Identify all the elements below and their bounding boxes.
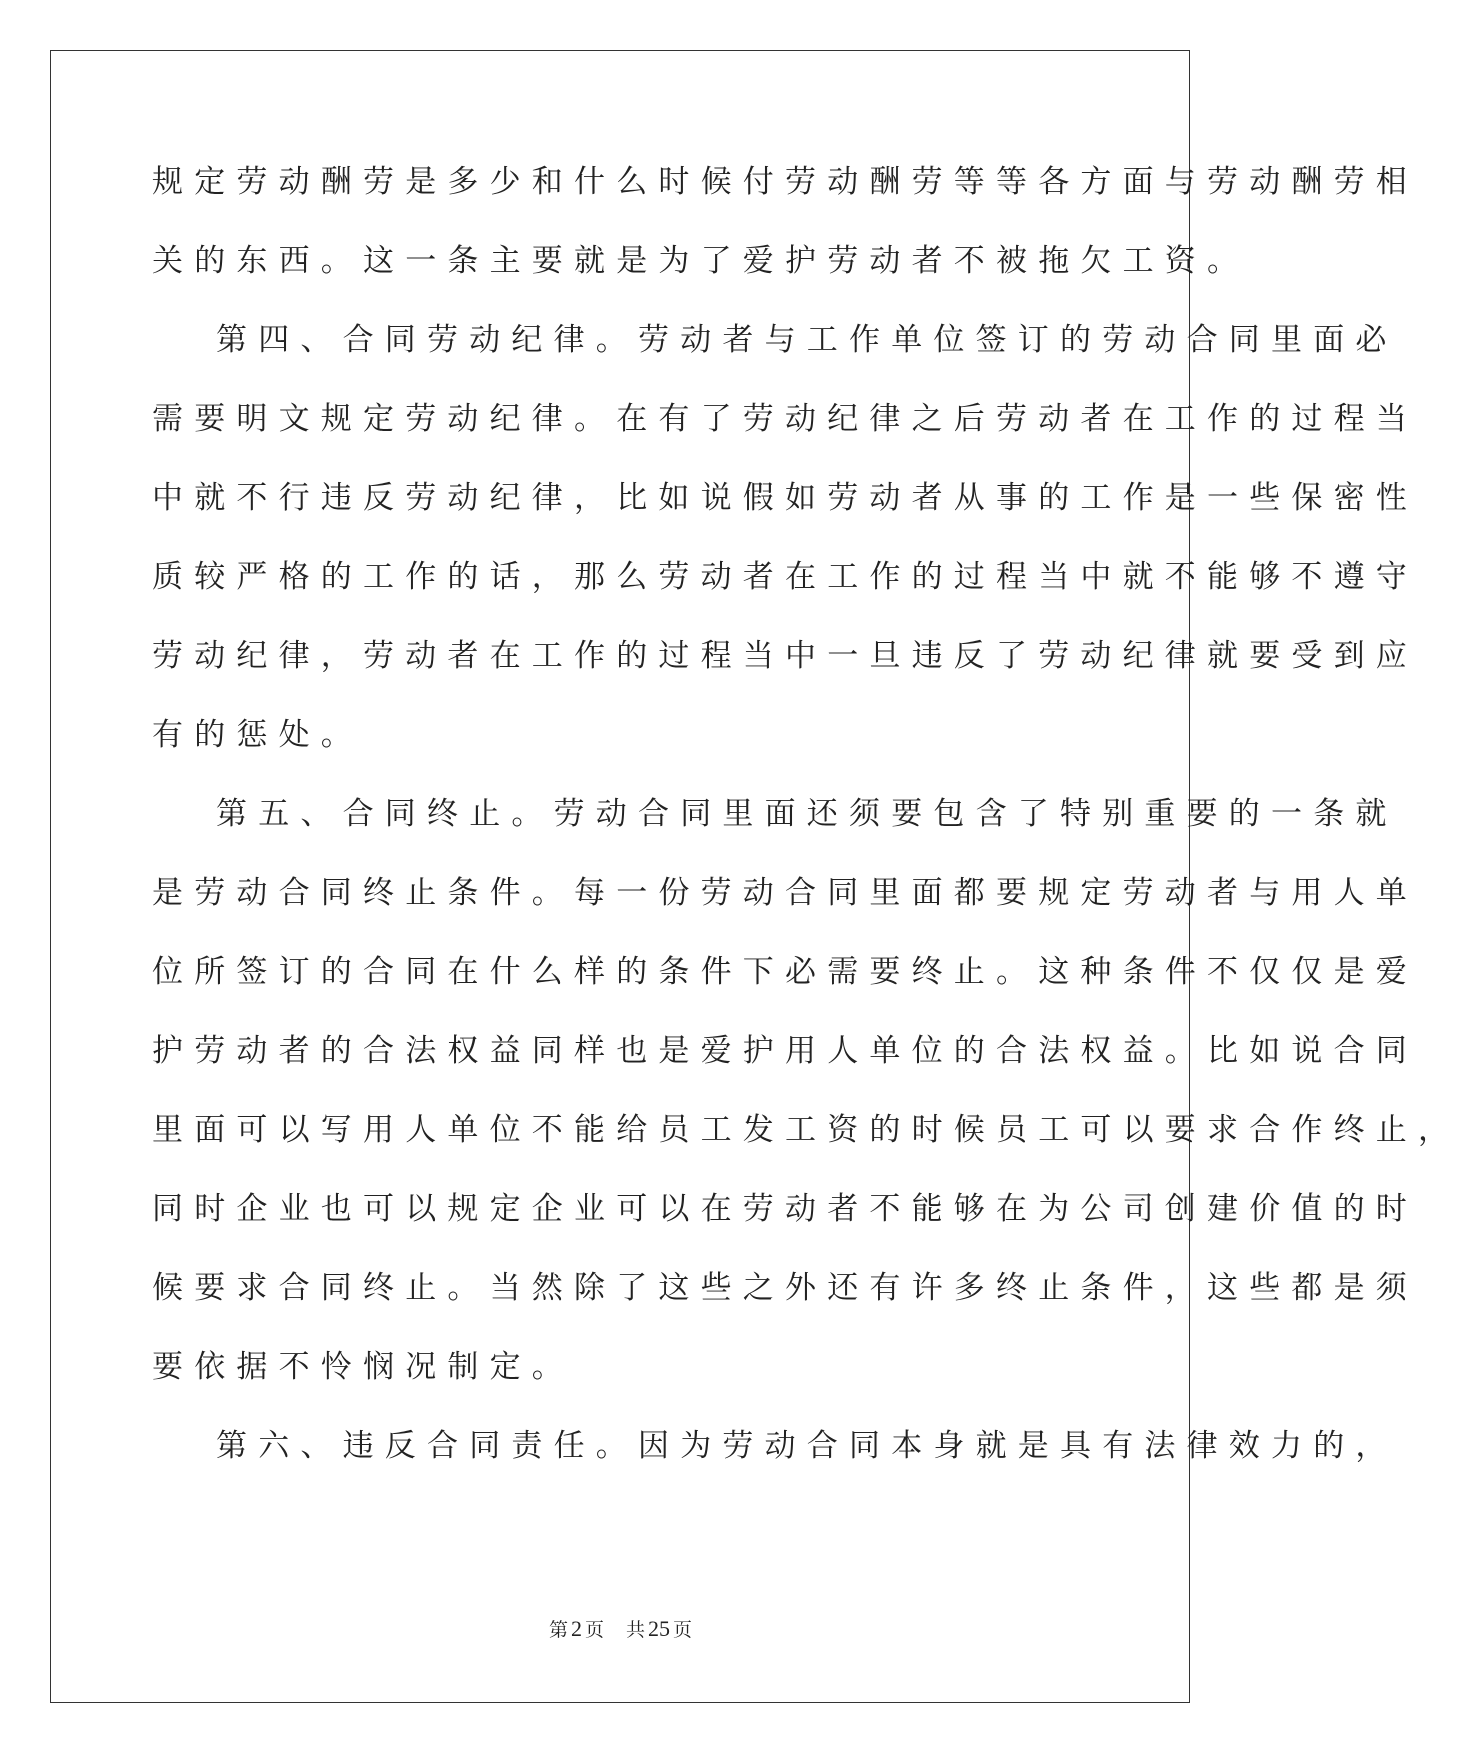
text-line: 关的东西。这一条主要就是为了爱护劳动者不被拖欠工资。: [152, 243, 1250, 279]
page-number: 2: [570, 1616, 582, 1641]
total-prefix: 共: [626, 1619, 646, 1641]
text-line: 规定劳动酬劳是多少和什么时候付劳动酬劳等等各方面与劳动酬劳相: [152, 164, 1418, 200]
text-line: 需要明文规定劳动纪律。在有了劳动纪律之后劳动者在工作的过程当: [152, 401, 1418, 437]
text-line: 同时企业也可以规定企业可以在劳动者不能够在为公司创建价值的时: [152, 1191, 1418, 1227]
text-line: 里面可以写用人单位不能给员工发工资的时候员工可以要求合作终止，: [152, 1112, 1460, 1148]
paragraph-start-line: 第六、违反合同责任。因为劳动合同本身就是具有法律效力的，: [216, 1428, 1398, 1464]
text-line: 中就不行违反劳动纪律，比如说假如劳动者从事的工作是一些保密性: [152, 480, 1418, 516]
text-line: 质较严格的工作的话，那么劳动者在工作的过程当中就不能够不遵守: [152, 559, 1418, 595]
text-line: 劳动纪律，劳动者在工作的过程当中一旦违反了劳动纪律就要受到应: [152, 638, 1418, 674]
text-line: 护劳动者的合法权益同样也是爱护用人单位的合法权益。比如说合同: [152, 1033, 1418, 1069]
text-line: 有的惩处。: [152, 717, 363, 753]
total-suffix: 页: [673, 1619, 693, 1641]
page-prefix: 第: [548, 1619, 568, 1641]
text-line: 候要求合同终止。当然除了这些之外还有许多终止条件，这些都是须: [152, 1270, 1418, 1306]
document-body: [152, 162, 1460, 1505]
text-line: 是劳动合同终止条件。每一份劳动合同里面都要规定劳动者与用人单: [152, 875, 1418, 911]
page-suffix: 页: [584, 1619, 604, 1641]
paragraph-start-line: 第四、合同劳动纪律。劳动者与工作单位签订的劳动合同里面必: [216, 322, 1398, 358]
page-footer: [0, 1617, 1241, 1642]
paragraph-start-line: 第五、合同终止。劳动合同里面还须要包含了特别重要的一条就: [216, 796, 1398, 832]
text-line: 位所签订的合同在什么样的条件下必需要终止。这种条件不仅仅是爱: [152, 954, 1418, 990]
total-pages: 25: [648, 1616, 671, 1641]
text-line: 要依据不怜悯况制定。: [152, 1349, 574, 1385]
